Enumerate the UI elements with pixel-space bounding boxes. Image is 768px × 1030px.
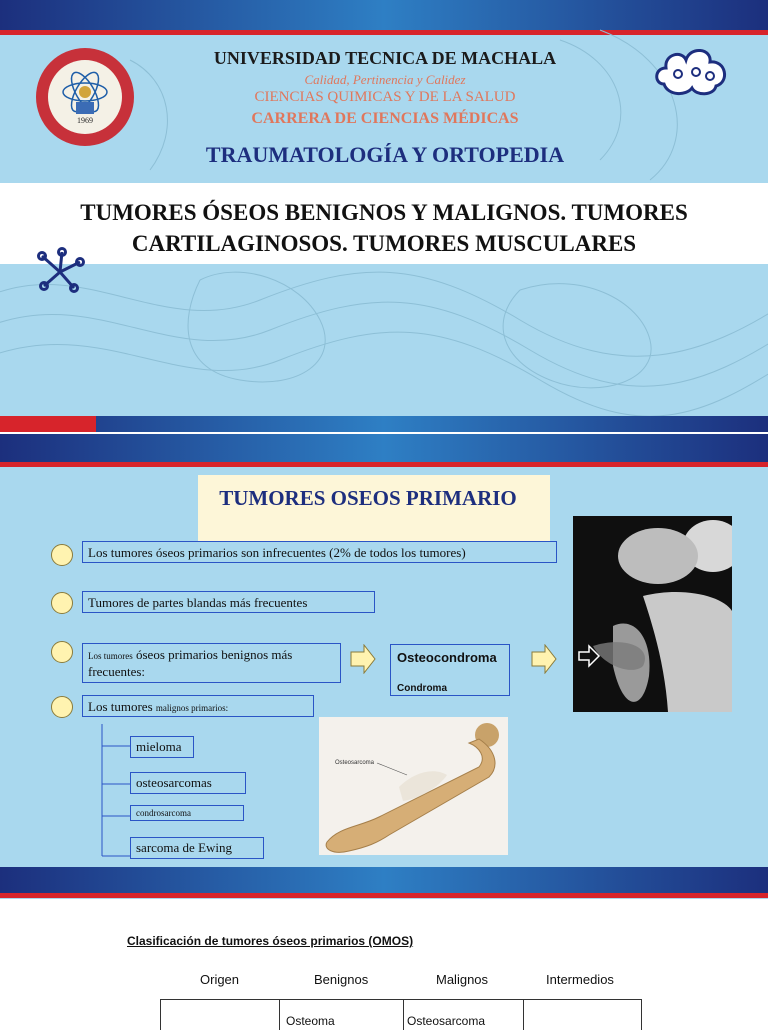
table-divider: [523, 1000, 524, 1030]
femur-bone-drawing: [319, 717, 508, 855]
tree-connector: [100, 724, 130, 860]
malignant-item-condrosarcoma: condrosarcoma: [130, 805, 244, 821]
university-motto: Calidad, Pertinencia y Calidez: [304, 72, 466, 87]
cloud-icon: [652, 42, 732, 98]
course-name: TRAUMATOLOGÍA Y ORTOPEDIA: [205, 142, 565, 167]
cover-slide: [0, 0, 768, 432]
table-divider: [403, 1000, 404, 1030]
bullet-4-text: [82, 695, 314, 717]
bullet-icon: [51, 592, 73, 614]
classification-table: [160, 999, 642, 1030]
bullet-3-line2: frecuentes:: [88, 664, 146, 679]
bullet-icon: [51, 544, 73, 566]
slide2-bottom-red-line: [0, 893, 768, 898]
presentation-title: [30, 197, 738, 259]
bullet-3-small: Los tumores: [88, 651, 133, 661]
faculty-name: CIENCIAS QUIMICAS Y DE LA SALUD: [254, 89, 516, 105]
university-name: UNIVERSIDAD TECNICA DE MACHALA: [213, 48, 557, 68]
bottom-gradient-band: [0, 416, 768, 432]
header-intermediate: Intermedios: [546, 972, 614, 987]
bullet-4-main: Los tumores: [88, 699, 153, 714]
bullet-4-small: malignos primarios:: [155, 703, 229, 713]
xray-drawing: [573, 516, 732, 712]
bullet-3-text: [82, 643, 341, 683]
career-name: CARRERA DE CIENCIAS MÉDICAS: [251, 110, 519, 127]
malignant-item-mieloma: mieloma: [130, 736, 194, 758]
bottom-red-block: [0, 416, 96, 432]
cell-osteosarcoma: Osteosarcoma: [407, 1014, 486, 1028]
seal-year: 1969: [77, 116, 93, 125]
bullet-2-text: Tumores de partes blandas más frecuentes: [82, 591, 375, 613]
osteochondroma-label: Osteocondroma: [397, 650, 497, 665]
cell-osteoma: Osteoma: [286, 1014, 335, 1028]
malignant-item-osteosarcomas: osteosarcomas: [130, 772, 246, 794]
classification-title: Clasificación de tumores óseos primarios (OMOS): [127, 934, 414, 948]
table-divider: [279, 1000, 280, 1030]
malignant-item-ewing: sarcoma de Ewing: [130, 837, 264, 859]
right-arrow-icon: [350, 644, 376, 674]
right-arrow-icon: [531, 644, 557, 674]
title-line-1: TUMORES ÓSEOS BENIGNOS Y MALIGNOS. TUMORES: [80, 200, 688, 225]
knee-xray-image: [573, 516, 732, 712]
header-origin: Origen: [200, 972, 240, 987]
femur-illustration: [319, 717, 508, 855]
header-malignant: Malignos: [436, 972, 489, 987]
slide2-title: TUMORES OSEOS PRIMARIO: [219, 486, 517, 510]
bullet-1-text: Los tumores óseos primarios son infrecuentes (2% de todos los tumores): [82, 541, 557, 563]
slide2-bottom-band: [0, 867, 768, 893]
molecule-icon: [32, 246, 88, 298]
benign-tumors-box: [390, 644, 510, 696]
slide2-red-line: [0, 462, 768, 467]
header-benign: Benignos: [314, 972, 369, 987]
title-line-2: CARTILAGINOSOS. TUMORES MUSCULARES: [131, 231, 637, 256]
femur-osteosarcoma-label: Osteosarcoma: [335, 760, 375, 766]
bullet-3-main: óseos primarios benignos más: [136, 647, 293, 662]
chondroma-label: Condroma: [397, 683, 447, 694]
primary-tumors-slide: [0, 434, 768, 899]
classification-slide: [0, 900, 768, 1028]
slide2-top-band: [0, 434, 768, 462]
university-seal: [36, 48, 134, 146]
bullet-icon: [51, 696, 73, 718]
bullet-icon: [51, 641, 73, 663]
